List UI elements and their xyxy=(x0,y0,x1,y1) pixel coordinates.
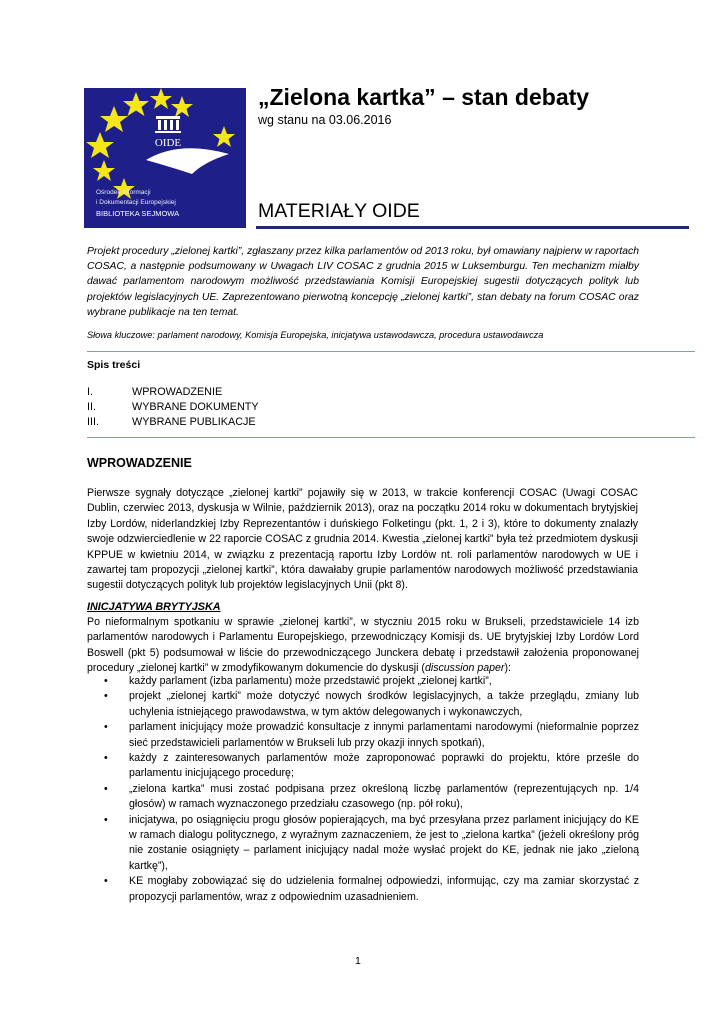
list-item-text: KE mogłaby zobowiązać się do udzielenia formalnej odpowiedzi, informując, czy ma zamiar skorzystać z propozycji parlamentów, wraz z odpowiednim uzasadnieniem. xyxy=(129,875,639,903)
list-item-text: projekt „zielonej kartki” może dotyczyć nowych środków legislacyjnych, a także przeglądu, zmiany lub uchylenia istniejącego prawodawstwa, w tym aktów delegowanych i wykonawczych, xyxy=(129,690,639,718)
list-item-text: każdy z zainteresowanych parlamentów może zaproponować poprawki do projektu, które prześle do parlamentu inicjującego procedurę; xyxy=(129,752,639,780)
initiative-paragraph-text: Po nieformalnym spotkaniu w sprawie „zielonej kartki”, w styczniu 2015 roku w Brukseli, przedstawiciele 14 izb parlamentów narodowych i Parlamentu Europejskiego, przewodniczący Komisji ds. UE brytyjskiej Izby Lordów Lord Boswell (pkt 5) podsumował w liście do przewodniczącego Junckera debatę i przedstawił założenia proponowanej procedury „zielonej kartki” w zmodyfikowanym dokumencie do dyskusji ( xyxy=(87,616,639,675)
logo-line-2: i Dokumentacji Europejskiej xyxy=(96,199,176,206)
list-item-text: parlament inicjujący może prowadzić konsultacje z innymi parlamentami narodowymi (nieformalnie poprzez sieć przedstawicieli parlamentów w Brukseli lub przy okazji innych spotkań), xyxy=(129,721,639,749)
oide-logo xyxy=(84,88,246,228)
document-title: „Zielona kartka” – stan debaty xyxy=(258,84,590,110)
list-item xyxy=(104,751,639,782)
initiative-paragraph-end: ): xyxy=(504,662,511,675)
title-divider xyxy=(256,226,689,229)
section-heading: MATERIAŁY OIDE xyxy=(258,200,420,222)
bullet-icon: • xyxy=(104,875,108,888)
list-item-text: każdy parlament (izba parlamentu) może przedstawić projekt „zielonej kartki”, xyxy=(129,675,492,687)
list-item xyxy=(104,720,639,751)
keywords: Słowa kluczowe: parlament narodowy, Komisja Europejska, inicjatywa ustawodawcza, procedura ustawodawcza xyxy=(87,330,544,340)
initiative-paragraph xyxy=(87,615,639,677)
toc-item-number: II. xyxy=(87,401,96,413)
list-item-text: inicjatywa, po osiągnięciu progu głosów popierających, ma być przesyłana przez parlament inicjujący do KE w ramach dialogu politycznego, z wyraźnym zaznaczeniem, że jest to „zielona kartka” (jeżeli określony próg nie zostanie osiągnięty – parlament inicjujący nadal może wysłać projekt do KE, jednak nie jako „zieloną kartkę”), xyxy=(129,813,639,872)
toc-item[interactable] xyxy=(87,385,259,400)
toc-item-number: I. xyxy=(87,386,93,398)
list-item xyxy=(104,674,639,689)
divider-top xyxy=(87,351,695,352)
list-item-text: „zielona kartka” musi zostać podpisana przez określoną liczbę parlamentów (reprezentujących np. 1/4 głosów) w ramach wyznaczonego przedziału czasowego (np. pół roku), xyxy=(129,782,639,811)
list-item xyxy=(104,689,639,720)
logo-line-3: BIBLIOTEKA SEJMOWA xyxy=(96,209,180,218)
bullet-icon: • xyxy=(104,752,108,765)
abstract: Projekt procedury „zielonej kartki”, zgłaszany przez kilka parlamentów od 2013 roku, był omawiany najpierw w raportach COSAC, a następnie podsumowany w Uwagach LIV COSAC z grudnia 2015 w Luksemburgu. Ten mechanizm miałby dawać parlamentom narodowym możliwość przedstawiania Komisji Europejskiej sugestii dotyczących polityk lub projektów legislacyjnych UE. Zaprezentowano pierwotną koncepcję „zielonej kartki”, stan debaty na forum COSAC oraz wybrane publikacje na ten temat. xyxy=(87,246,639,318)
initiative-heading: INICJATYWA BRYTYJSKA xyxy=(87,601,221,613)
toc-item[interactable] xyxy=(87,415,259,430)
toc-title: Spis treści xyxy=(87,359,141,371)
list-item xyxy=(104,874,639,905)
toc-item-label[interactable]: WPROWADZENIE xyxy=(132,386,223,398)
list-item xyxy=(104,782,639,813)
page-number: 1 xyxy=(355,955,361,967)
intro-paragraph: Pierwsze sygnały dotyczące „zielonej kartki” pojawiły się w 2013, w trakcie konferencji COSAC (Uwagi COSAC Dublin, czerwiec 2013, dyskusja w Wilnie, październik 2013), oraz na początku 2014 roku w dokumentach brytyjskiej Izby Lordów, niderlandzkiej Izby Reprezentantów i duńskiego Folketingu (pkt. 1, 2 i 3), które to dokumenty znalazły swoje odzwierciedlenie w 22 raporcie COSAC z grudnia 2014. Kwestia „zielonej kartki” była też przedmiotem dyskusji KPPUE w kwietniu 2014, w związku z prezentacją raportu Izby Lordów nt. roli parlamentów narodowych w UE i zawartej tam propozycji „zielonej kartki”, która dawałaby grupie parlamentów narodowych możliwość przedstawiania sugestii dotyczących polityk lub projektów legislacyjnych Unii (pkt 8). xyxy=(87,487,638,592)
bullet-icon: • xyxy=(104,782,108,795)
document-date: wg stanu na 03.06.2016 xyxy=(258,113,392,127)
divider-bottom xyxy=(87,437,695,438)
bullet-icon: • xyxy=(104,721,108,734)
initiative-paragraph-term: discussion paper xyxy=(424,662,505,675)
logo-line-1: Ośrodek Informacji xyxy=(96,189,151,196)
toc-item-label[interactable]: WYBRANE DOKUMENTY xyxy=(132,401,259,413)
list-item xyxy=(104,813,639,875)
toc-item-label[interactable]: WYBRANE PUBLIKACJE xyxy=(132,416,256,428)
oide-logo-graphic xyxy=(84,88,246,228)
bullet-icon: • xyxy=(104,690,108,703)
bullet-icon: • xyxy=(104,813,108,826)
toc-item-number: III. xyxy=(87,416,99,428)
bullet-icon: • xyxy=(104,675,108,687)
intro-heading: WPROWADZENIE xyxy=(87,456,192,470)
logo-name: OIDE xyxy=(154,137,182,149)
bullet-list xyxy=(104,674,639,905)
table-of-contents xyxy=(87,385,259,430)
toc-item[interactable] xyxy=(87,400,259,415)
